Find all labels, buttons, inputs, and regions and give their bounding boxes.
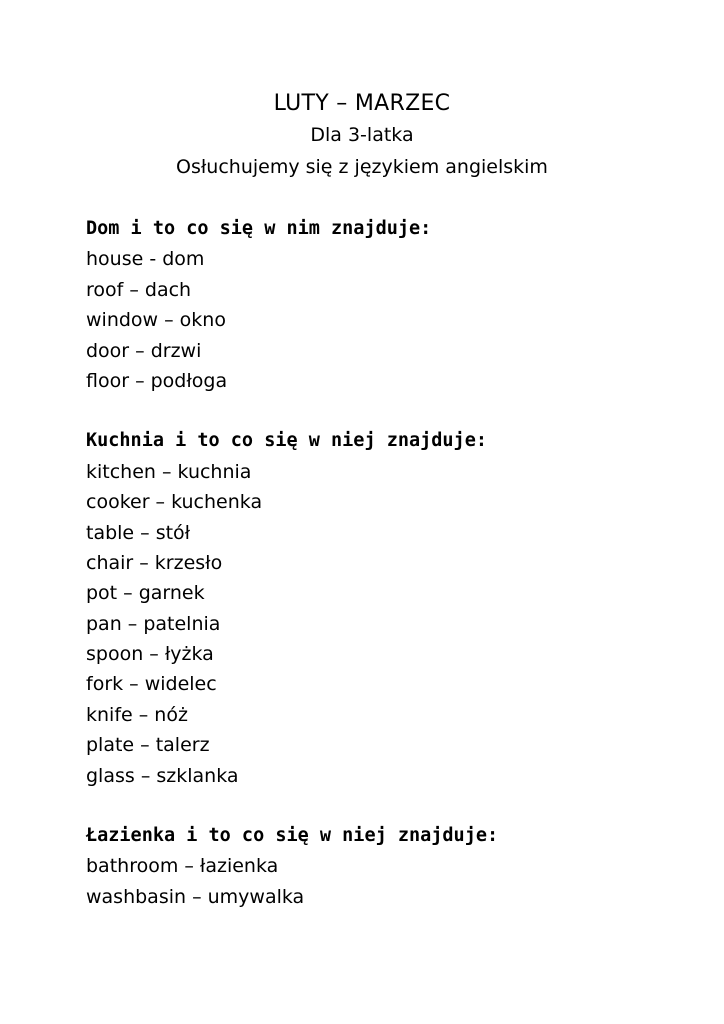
word-item: kitchen – kuchnia [86, 460, 252, 483]
word-item: door – drzwi [86, 339, 202, 362]
word-item: bathroom – łazienka [86, 855, 279, 878]
word-item: fork – widelec [86, 673, 217, 696]
page-intro: Osłuchujemy się z językiem angielskim [176, 156, 548, 178]
word-list [86, 457, 706, 791]
word-item: roof – dach [86, 278, 192, 301]
word-item: floor – podłoga [86, 369, 228, 392]
word-item: washbasin – umywalka [86, 885, 305, 908]
section-bathroom [86, 821, 706, 912]
word-item: pot – garnek [86, 582, 205, 605]
word-item: pan – patelnia [86, 612, 221, 635]
word-item: knife – nóż [86, 703, 188, 726]
vocabulary-content [86, 214, 706, 942]
section-kitchen [86, 426, 706, 791]
word-item: cooker – kuchenka [86, 491, 263, 514]
section-heading: Łazienka i to co się w niej znajduje: [86, 825, 499, 847]
word-list [86, 851, 706, 912]
section-house [86, 214, 706, 396]
section-heading: Kuchnia i to co się w niej znajduje: [86, 430, 487, 452]
word-item: glass – szklanka [86, 764, 239, 787]
page-subtitle: Dla 3-latka [310, 124, 414, 146]
word-list [86, 244, 706, 396]
word-item: spoon – łyżka [86, 643, 214, 666]
page-title: LUTY – MARZEC [273, 91, 451, 116]
word-item: plate – talerz [86, 734, 210, 757]
word-item: table – stół [86, 521, 191, 544]
word-item: window – okno [86, 309, 226, 332]
word-item: chair – krzesło [86, 551, 223, 574]
word-item: house - dom [86, 248, 205, 271]
section-heading: Dom i to co się w nim znajduje: [86, 218, 432, 239]
